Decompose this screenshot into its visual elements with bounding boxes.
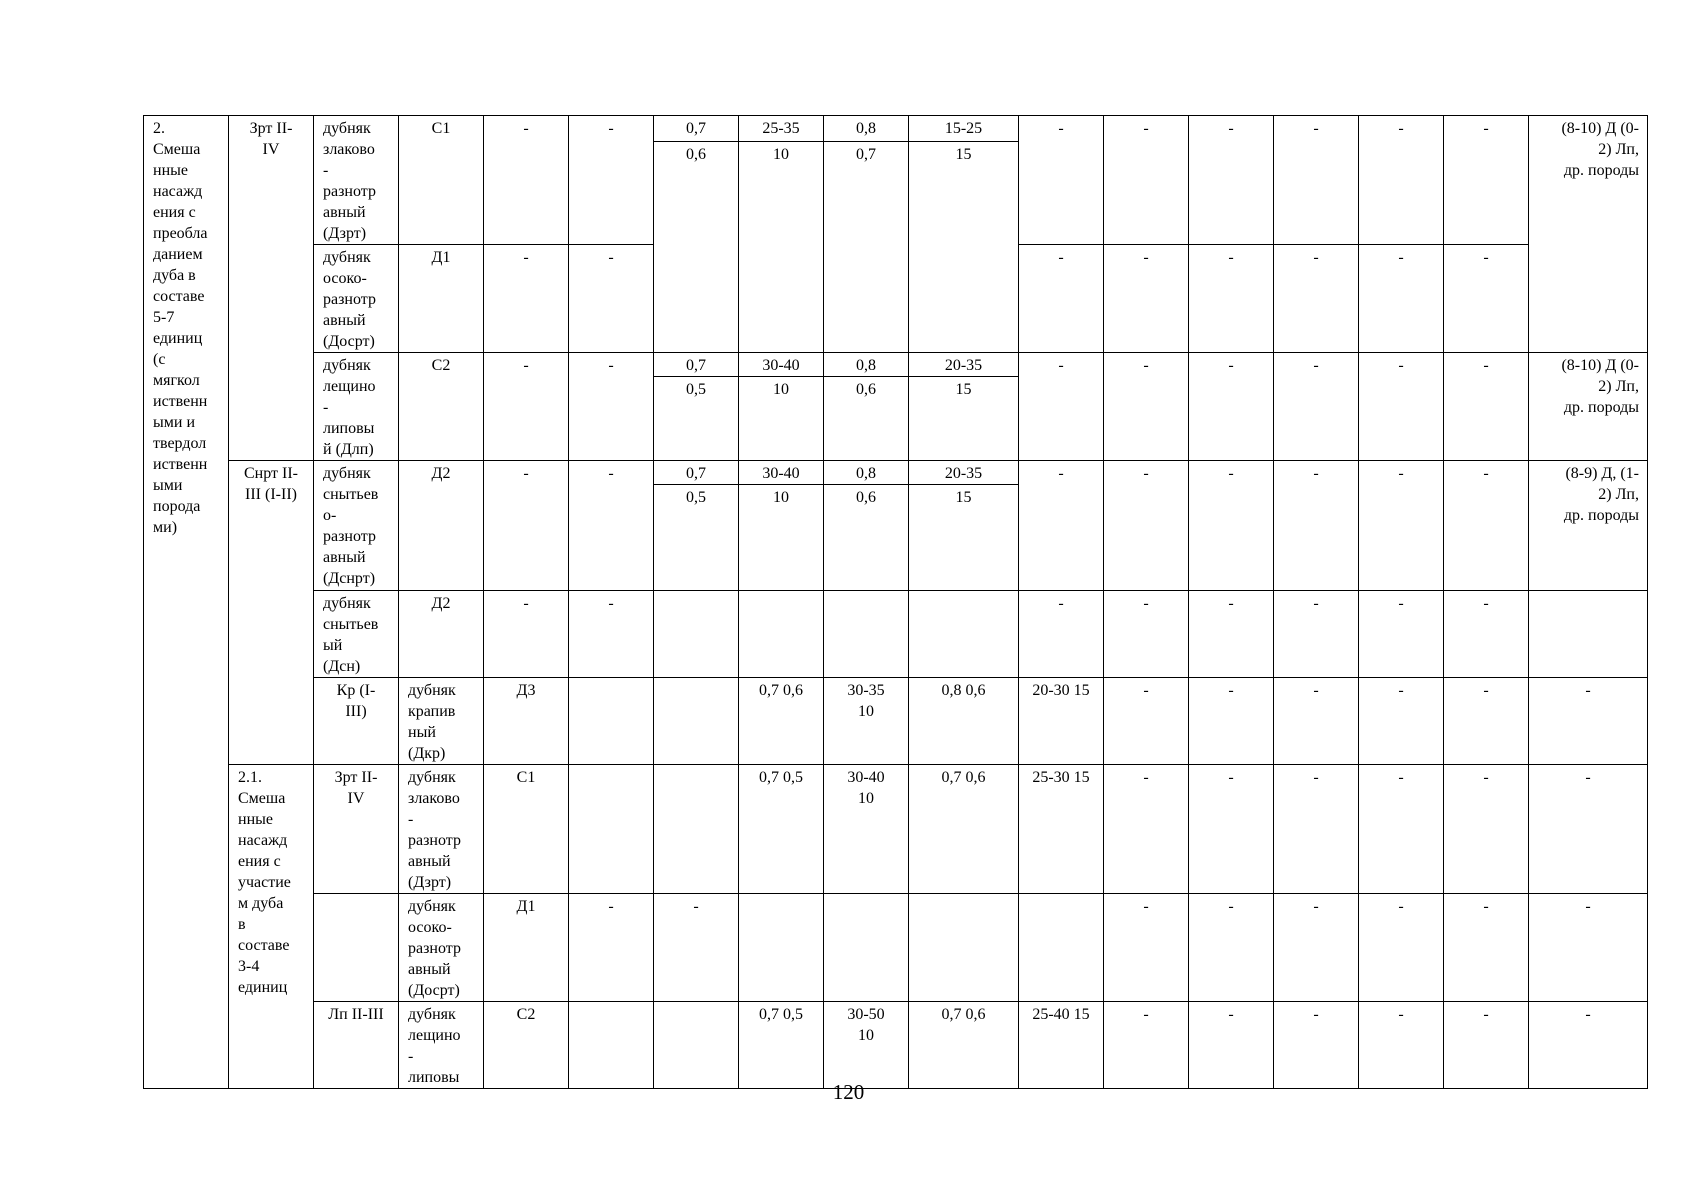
empty-cell [569,1002,654,1089]
table-row [144,1002,1648,1089]
dash-cell: - [1529,894,1648,1002]
text-line: 10 [858,790,874,807]
text-line: 3-4 [238,958,260,975]
value-cell: 0,7 0,5 [739,1002,824,1089]
value-cell: 0,7 [654,461,739,485]
text-line: - [323,399,329,416]
text-line: данием [153,246,203,263]
empty-cell [739,245,824,353]
value-cell: 30-40 [739,461,824,485]
text-line: 2) Лп, [1598,486,1639,503]
text-line: лещино [323,378,376,395]
type-code-cell: Д1 [399,245,484,353]
text-line: авный [323,549,366,566]
text-line: (Дзрт) [408,874,452,891]
value-cell: 30-40 [739,353,824,377]
text-line: Кр (I- [336,682,376,699]
dash-cell: - [1444,678,1529,765]
empty-cell [314,894,399,1002]
text-line: преобла [153,225,208,242]
value-cell: 0,6 [654,142,739,245]
value-cell: 0,7 0,6 [739,678,824,765]
text-line: нные [238,811,273,828]
text-line: (Дснрт) [323,570,376,587]
forest-type-cell [314,461,399,591]
type-code-cell: С1 [399,116,484,245]
text-line: авный [408,961,451,978]
text-line: липовы [323,420,375,437]
value-cell: 0,6 [824,485,909,591]
dash-cell: - [1274,591,1359,678]
dash-cell: - [1189,353,1274,461]
dash-cell: - [1104,353,1189,461]
type-code-cell: С2 [399,353,484,461]
text-line: - [408,811,414,828]
dash-cell: - [1444,245,1529,353]
composition-cell [1529,461,1648,591]
empty-cell [909,245,1019,353]
empty-cell [1019,894,1104,1002]
text-line: III) [345,703,367,720]
text-line: дубняк [323,357,371,374]
forest-type-cell [314,245,399,353]
text-line: осоко- [408,919,452,936]
text-line: злаково [408,790,460,807]
text-line: м дуба [238,895,284,912]
dash-cell: - [1104,116,1189,245]
text-line: (Досрт) [323,333,375,350]
dash-cell: - [484,116,569,245]
text-line: др. породы [1563,162,1639,179]
text-line: 30-35 [847,682,885,699]
dash-cell: - [1189,765,1274,894]
type-code-cell: Д2 [399,591,484,678]
dash-cell: - [654,894,739,1002]
dash-cell: - [1359,461,1444,591]
dash-cell: - [1019,353,1104,461]
forest-type-cell [314,116,399,245]
dash-cell: - [1444,591,1529,678]
value-cell: 20-35 [909,353,1019,377]
text-line: авный [323,312,366,329]
value-cell: 15 [909,142,1019,245]
dash-cell: - [1444,116,1529,245]
type-code-cell: С2 [484,1002,569,1089]
text-line: Зрт II- [249,120,293,137]
value-cell: 0,8 [824,116,909,142]
text-line: снытьев [323,616,379,633]
value-cell: 20-35 [909,461,1019,485]
text-line: Лп II-III [328,1006,384,1023]
dash-cell: - [1274,245,1359,353]
empty-cell [824,894,909,1002]
empty-cell [569,678,654,765]
text-line: дубняк [408,769,456,786]
dash-cell: - [1189,116,1274,245]
type-code-cell: Д2 [399,461,484,591]
text-line: разнотр [323,183,376,200]
dash-cell: - [484,591,569,678]
value-cell: 25-40 15 [1019,1002,1104,1089]
text-line: ения с [238,853,281,870]
text-line: III (I-II) [245,486,297,503]
dash-cell: - [1359,245,1444,353]
value-cell: 15-25 [909,116,1019,142]
text-line: разнотр [323,291,376,308]
table-row [144,894,1648,1002]
growing-conditions-cell [314,765,399,894]
forest-type-cell [399,1002,484,1089]
text-line: составе [153,288,205,305]
value-cell [824,765,909,894]
dash-cell: - [569,245,654,353]
text-line: единиц [238,979,288,996]
text-line: дубняк [323,595,371,612]
text-line: (8-10) Д (0- [1561,357,1639,374]
dash-cell: - [1444,461,1529,591]
value-cell: 0,8 [824,461,909,485]
empty-cell [654,245,739,353]
forest-type-cell [314,591,399,678]
text-line: др. породы [1563,399,1639,416]
dash-cell: - [1444,1002,1529,1089]
text-line: ный [408,724,436,741]
text-line: - [323,162,329,179]
dash-cell: - [1359,116,1444,245]
value-cell: 0,8 [824,353,909,377]
value-cell: 25-30 15 [1019,765,1104,894]
text-line: - [408,1048,414,1065]
empty-cell [654,591,739,678]
dash-cell: - [1274,765,1359,894]
dash-cell: - [1274,894,1359,1002]
dash-cell: - [1104,894,1189,1002]
value-cell: 0,6 [824,377,909,461]
text-line: дубняк [408,1006,456,1023]
text-line: о- [323,507,337,524]
dash-cell: - [1189,1002,1274,1089]
text-line: единиц [153,330,203,347]
dash-cell: - [1189,678,1274,765]
dash-cell: - [1189,894,1274,1002]
value-cell: 0,7 [654,353,739,377]
value-cell: 20-30 15 [1019,678,1104,765]
text-line: авный [323,204,366,221]
value-cell: 15 [909,485,1019,591]
forest-type-cell [399,765,484,894]
text-line: ми) [153,519,178,536]
section-label [229,765,314,1089]
text-line: порода [153,498,201,515]
growing-conditions-cell [229,461,314,765]
text-line: 10 [858,703,874,720]
text-line: 2) Лп, [1598,378,1639,395]
text-line: (Дзрт) [323,225,367,242]
text-line: 10 [858,1027,874,1044]
text-line: насажд [153,183,203,200]
empty-cell [1529,591,1648,678]
text-line: дубняк [323,465,371,482]
dash-cell: - [1019,245,1104,353]
dash-cell: - [1444,765,1529,894]
dash-cell: - [1104,678,1189,765]
section-label [144,116,229,1089]
type-code-cell: Д1 [484,894,569,1002]
empty-cell [654,678,739,765]
text-line: разнотр [408,832,461,849]
dash-cell: - [569,894,654,1002]
growing-conditions-cell [229,116,314,461]
text-line: 2) Лп, [1598,141,1639,158]
text-line: разнотр [408,940,461,957]
text-line: Зрт II- [334,769,378,786]
value-cell: 10 [739,377,824,461]
text-line: Снрт II- [244,465,298,482]
text-line: иственн [153,456,208,473]
text-line: (Досрт) [408,982,460,999]
dash-cell: - [1274,461,1359,591]
value-cell: 0,7 0,6 [909,765,1019,894]
composition-cell [1529,353,1648,461]
dash-cell: - [1359,678,1444,765]
text-line: Смеша [238,790,286,807]
dash-cell: - [1359,353,1444,461]
value-cell: 0,5 [654,485,739,591]
growing-conditions-cell [314,1002,399,1089]
table-row [144,245,1648,353]
text-line: дубняк [408,682,456,699]
dash-cell: - [1019,591,1104,678]
table-row [144,116,1648,142]
dash-cell: - [484,245,569,353]
dash-cell: - [1104,1002,1189,1089]
text-line: др. породы [1563,507,1639,524]
text-line: дубняк [323,249,371,266]
text-line: (с [153,351,166,368]
text-line: крапив [408,703,456,720]
forest-type-cell [399,894,484,1002]
value-cell: 15 [909,377,1019,461]
dash-cell: - [569,353,654,461]
value-cell: 0,5 [654,377,739,461]
text-line: нные [153,162,188,179]
dash-cell: - [1019,461,1104,591]
text-line: й (Длп) [323,441,374,458]
text-line: авный [408,853,451,870]
dash-cell: - [1019,116,1104,245]
text-line: (8-10) Д (0- [1561,120,1639,137]
empty-cell [824,591,909,678]
text-line: дубняк [408,898,456,915]
table-row [144,591,1648,678]
value-cell: 10 [739,142,824,245]
table-row [144,678,1648,765]
document-table-container [143,115,1648,1089]
type-code-cell: С1 [484,765,569,894]
empty-cell [824,245,909,353]
text-line: IV [347,790,365,807]
text-line: (8-9) Д, (1- [1565,465,1639,482]
dash-cell: - [569,591,654,678]
value-cell: 0,7 [654,116,739,142]
dash-cell: - [1529,765,1648,894]
forest-type-cell [314,353,399,461]
dash-cell: - [1359,765,1444,894]
text-line: ыми и [153,414,195,431]
text-line: 30-50 [847,1006,885,1023]
text-line: ыми [153,477,183,494]
text-line: осоко- [323,270,367,287]
text-line: 5-7 [153,309,175,326]
value-cell: 25-35 [739,116,824,142]
growing-conditions-cell [314,678,399,765]
dash-cell: - [569,461,654,591]
empty-cell [654,1002,739,1089]
empty-cell [909,591,1019,678]
type-code-cell: Д3 [484,678,569,765]
empty-cell [569,765,654,894]
empty-cell [739,894,824,1002]
text-line: составе [238,937,290,954]
dash-cell: - [484,353,569,461]
forest-types-table [143,115,1648,1089]
dash-cell: - [1359,1002,1444,1089]
text-line: (Дкр) [408,745,446,762]
text-line: иственн [153,393,208,410]
value-cell [824,678,909,765]
text-line: 2.1. [238,769,262,786]
table-row [144,461,1648,485]
dash-cell: - [1189,591,1274,678]
text-line: снытьев [323,486,379,503]
dash-cell: - [1104,765,1189,894]
forest-type-cell [399,678,484,765]
dash-cell: - [1189,461,1274,591]
text-line: злаково [323,141,375,158]
text-line: ения с [153,204,196,221]
value-cell [824,1002,909,1089]
value-cell: 0,7 [824,142,909,245]
dash-cell: - [1104,245,1189,353]
value-cell: 0,8 0,6 [909,678,1019,765]
dash-cell: - [1444,353,1529,461]
dash-cell: - [1359,591,1444,678]
empty-cell [909,894,1019,1002]
dash-cell: - [1274,116,1359,245]
text-line: лещино [408,1027,461,1044]
table-row [144,353,1648,377]
empty-cell [739,591,824,678]
table-row [144,765,1648,894]
empty-cell [654,765,739,894]
text-line: насажд [238,832,288,849]
page-number: 120 [832,1080,865,1104]
text-line: липовы [408,1069,460,1086]
value-cell: 0,7 0,5 [739,765,824,894]
text-line: Смеша [153,141,201,158]
text-line: дубняк [323,120,371,137]
text-line: мягкол [153,372,200,389]
dash-cell: - [484,461,569,591]
text-line: IV [262,141,280,158]
dash-cell: - [1274,353,1359,461]
dash-cell: - [1274,678,1359,765]
dash-cell: - [1359,894,1444,1002]
composition-cell [1529,116,1648,353]
dash-cell: - [1274,1002,1359,1089]
dash-cell: - [1444,894,1529,1002]
text-line: ый [323,637,343,654]
dash-cell: - [569,116,654,245]
dash-cell: - [1104,591,1189,678]
text-line: 30-40 [847,769,885,786]
value-cell: 10 [739,485,824,591]
dash-cell: - [1104,461,1189,591]
text-line: 2. [153,120,165,137]
text-line: дуба в [153,267,196,284]
dash-cell: - [1529,678,1648,765]
text-line: (Дсн) [323,658,361,675]
text-line: твердол [153,435,207,452]
dash-cell: - [1189,245,1274,353]
text-line: участие [238,874,291,891]
dash-cell: - [1529,1002,1648,1089]
text-line: в [238,916,246,933]
text-line: разнотр [323,528,376,545]
value-cell: 0,7 0,6 [909,1002,1019,1089]
